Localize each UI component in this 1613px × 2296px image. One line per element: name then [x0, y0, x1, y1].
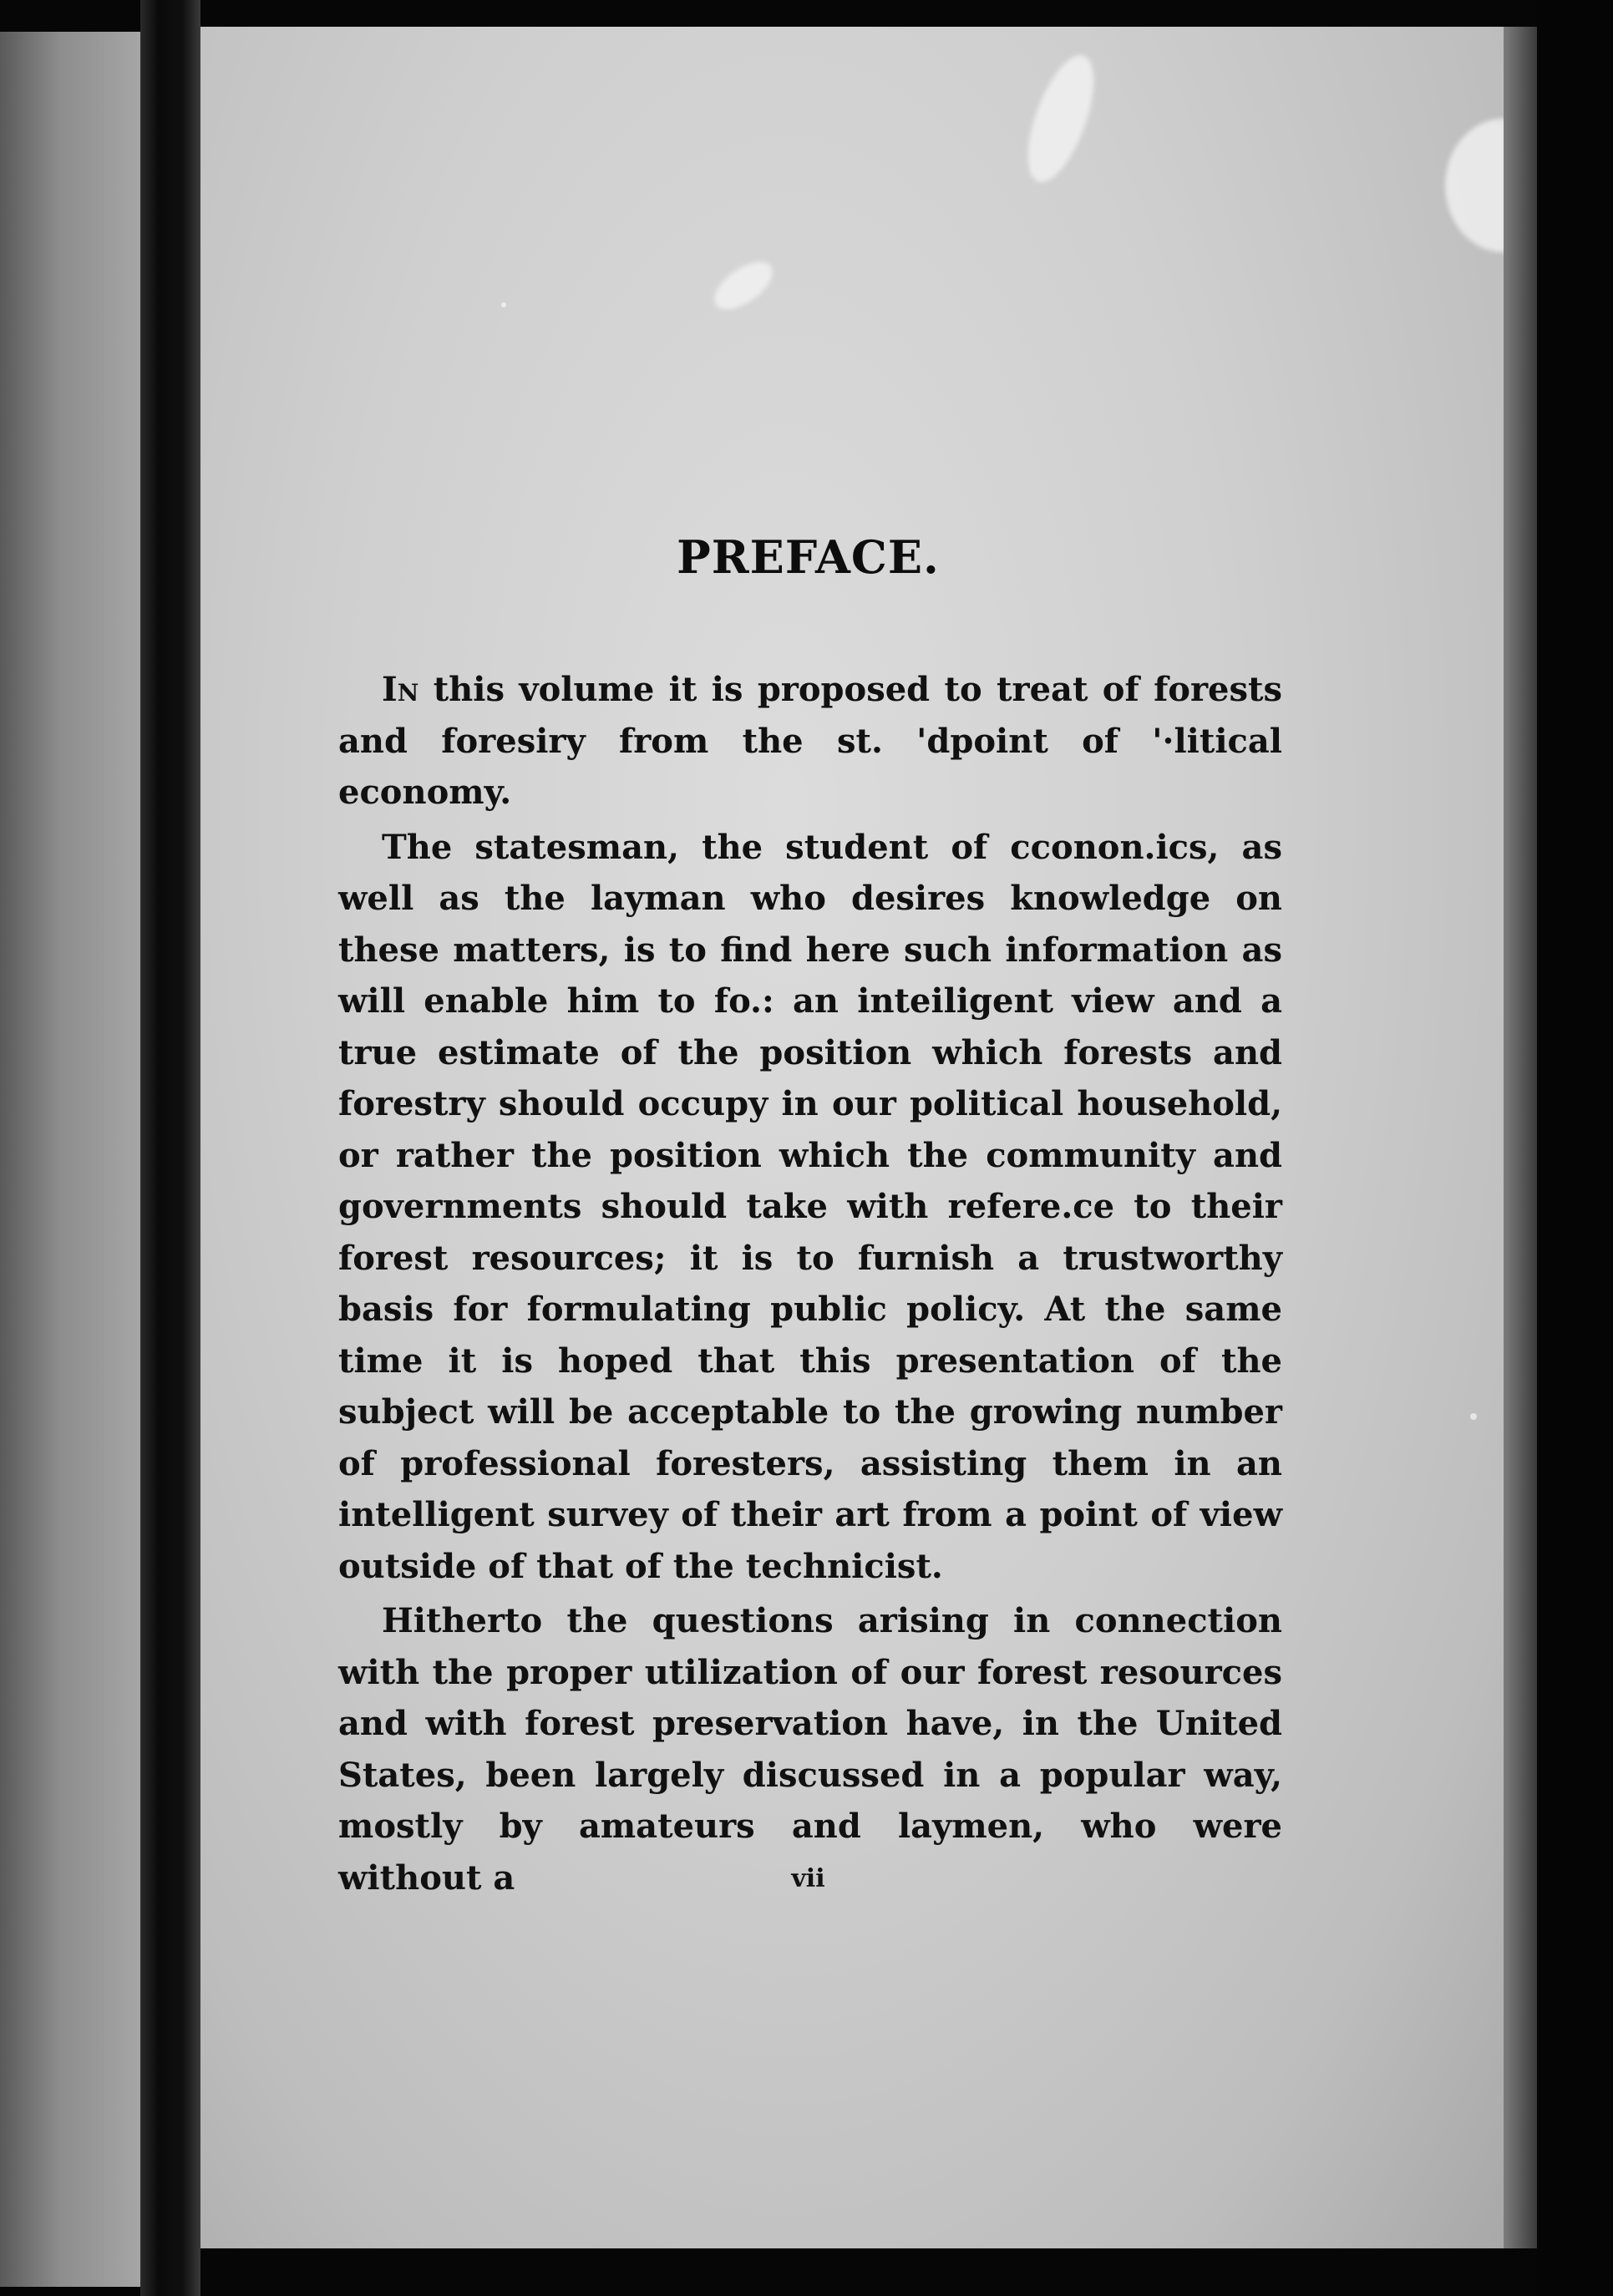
paper-speck	[1470, 1413, 1477, 1420]
book-gutter	[140, 0, 200, 2296]
paragraph-text: The statesman, the student of cconon.ics, as well as the layman who desires knowledge on these matters, is to find here such information as will enable him to fo.: an inteiligent view and a true estimate of the position which forests and forestry should occupy in our political household, or rather the position which the community and governments should take with refere.ce to their forest resources; it is to furnish a trustworthy basis for formulating public policy. At the same time it is hoped that this presentation of the subject will be acceptable to the growing number of professional foresters, assisting them in an intelligent survey of their art from a point of view outside of that of the technicist.	[338, 827, 1282, 1586]
scan-border	[1537, 0, 1613, 2296]
body-text	[338, 664, 1282, 1903]
page-right-edge	[1504, 27, 1537, 2248]
paper-speck	[501, 302, 506, 307]
paragraph-text: Hitherto the questions arising in connection with the proper utilization of our forest resources and with forest preservation have, in the United States, been largely discussed in a popular way, mostly by amateurs and laymen, who were without a	[338, 1601, 1282, 1898]
paragraph-1	[338, 664, 1282, 819]
facing-page-edge	[0, 32, 150, 2287]
paragraph-2	[338, 822, 1282, 1593]
paragraph-3	[338, 1595, 1282, 1903]
paper-stain	[1014, 48, 1107, 190]
paper-stain	[707, 253, 780, 319]
paragraph-text: this volume it is proposed to treat of forests and foresiry from the st. 'dpoint of '·litical economy.	[338, 670, 1282, 812]
page-number: vii	[791, 1864, 825, 1893]
paragraph-lead: In	[382, 670, 419, 709]
page-heading: PREFACE.	[677, 530, 940, 584]
